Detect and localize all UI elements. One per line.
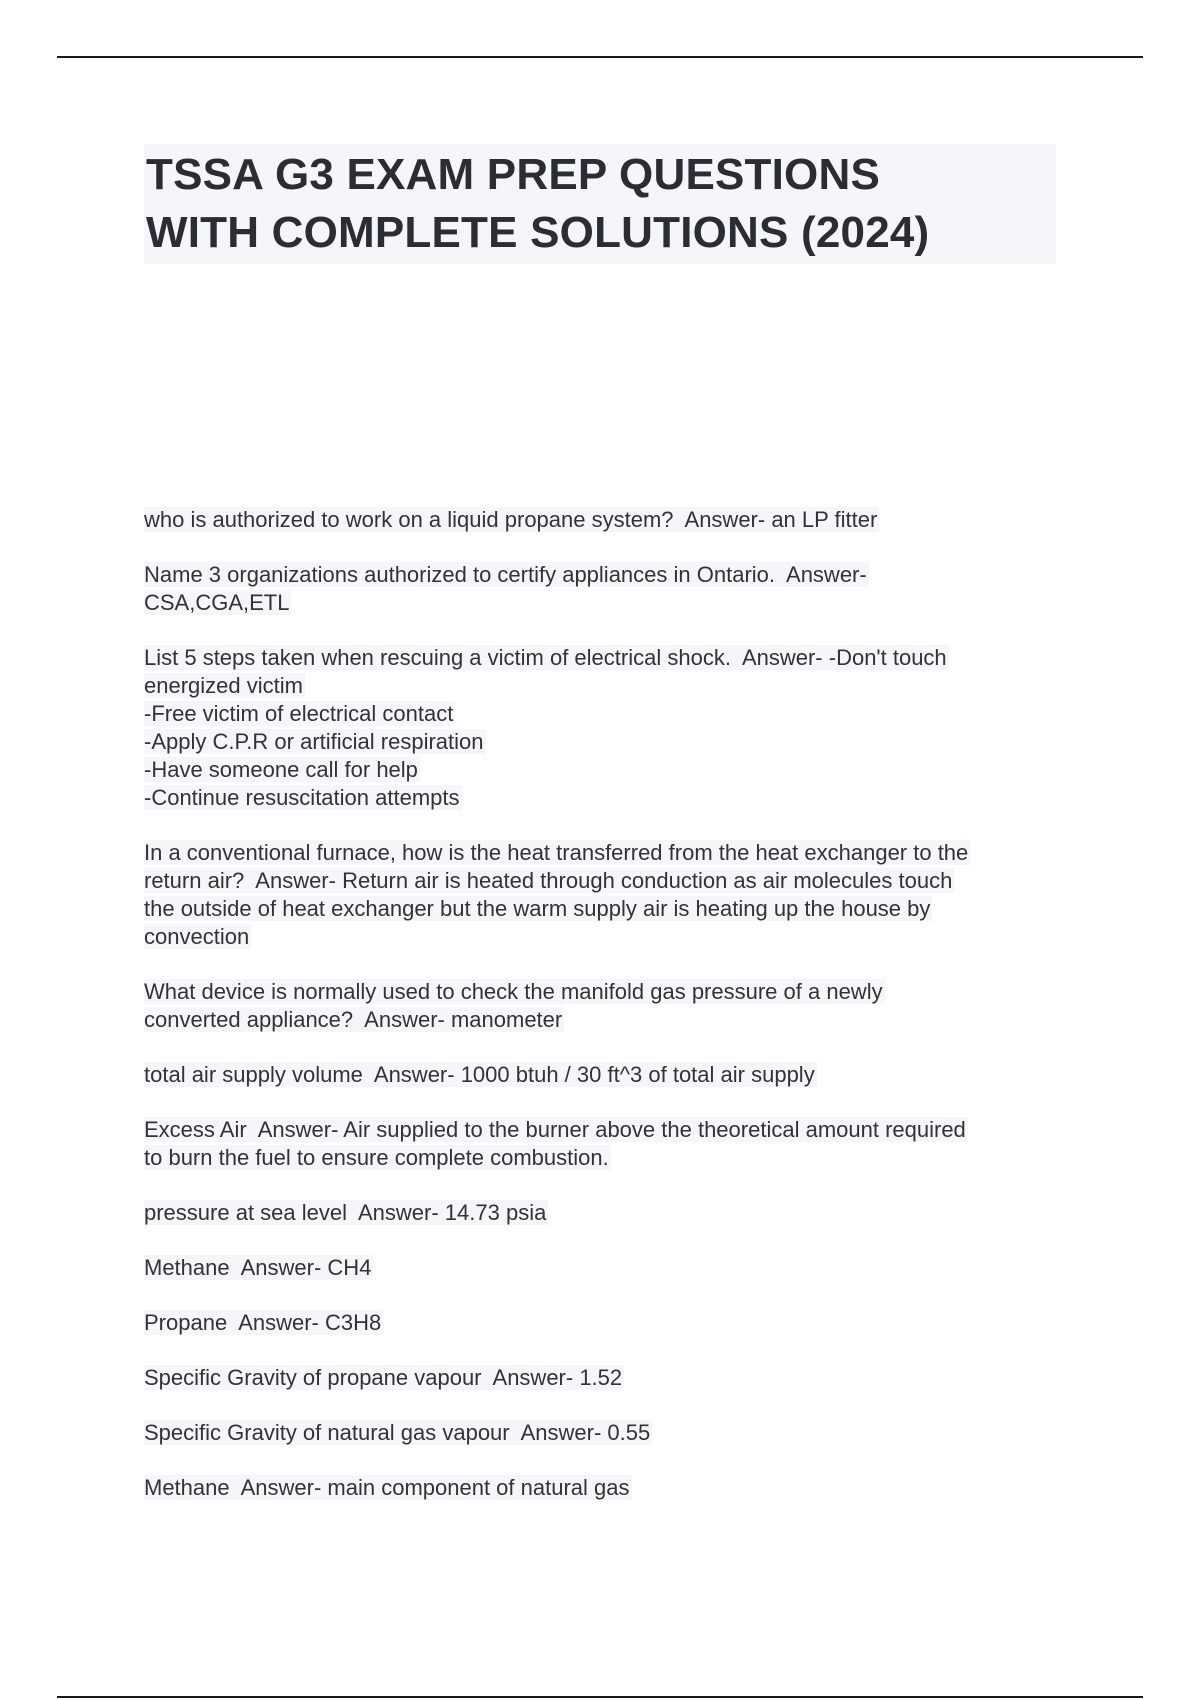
qa-line-text: convection (144, 924, 250, 949)
qa-line-text: In a conventional furnace, how is the heat transferred from the heat exchanger to the (144, 840, 969, 865)
qa-line-text: What device is normally used to check the manifold gas pressure of a newly (144, 979, 883, 1004)
qa-line (144, 1419, 1064, 1447)
qa-item (144, 506, 1064, 534)
top-rule (57, 56, 1143, 58)
qa-line-text: Excess Air Answer- Air supplied to the burner above the theoretical amount required (144, 1117, 966, 1142)
qa-line (144, 923, 1064, 951)
qa-item (144, 1419, 1064, 1447)
qa-line (144, 1116, 1064, 1144)
qa-line-text: CSA,CGA,ETL (144, 590, 290, 615)
title-line-2: WITH COMPLETE SOLUTIONS (2024) (146, 208, 930, 257)
qa-item (144, 978, 1064, 1034)
qa-line-text: -Free victim of electrical contact (144, 701, 454, 726)
qa-line (144, 895, 1064, 923)
qa-line (144, 589, 1064, 617)
qa-line-text: Specific Gravity of natural gas vapour Answer- 0.55 (144, 1420, 651, 1445)
qa-line (144, 672, 1064, 700)
qa-line (144, 728, 1064, 756)
qa-line-text: -Continue resuscitation attempts (144, 785, 460, 810)
qa-line-text: Methane Answer- main component of natural gas (144, 1475, 630, 1500)
qa-line (144, 1254, 1064, 1282)
qa-line (144, 756, 1064, 784)
qa-list (144, 506, 1064, 1529)
qa-line-text: -Have someone call for help (144, 757, 418, 782)
qa-item (144, 644, 1064, 812)
qa-line-text: Name 3 organizations authorized to certify appliances in Ontario. Answer- (144, 562, 867, 587)
qa-line-text: energized victim (144, 673, 303, 698)
qa-item (144, 1254, 1064, 1282)
qa-line-text: the outside of heat exchanger but the warm supply air is heating up the house by (144, 896, 931, 921)
qa-line-text: to burn the fuel to ensure complete combustion. (144, 1145, 609, 1170)
qa-line-text: Propane Answer- C3H8 (144, 1310, 382, 1335)
qa-line-text: who is authorized to work on a liquid propane system? Answer- an LP fitter (144, 507, 878, 532)
qa-line-text: pressure at sea level Answer- 14.73 psia (144, 1200, 547, 1225)
qa-item (144, 839, 1064, 951)
qa-line-text: Specific Gravity of propane vapour Answer- 1.52 (144, 1365, 623, 1390)
qa-item (144, 1474, 1064, 1502)
document-title (144, 144, 1056, 264)
qa-line (144, 644, 1064, 672)
qa-line (144, 561, 1064, 589)
qa-line (144, 700, 1064, 728)
qa-line-text: total air supply volume Answer- 1000 btuh / 30 ft^3 of total air supply (144, 1062, 815, 1087)
qa-line (144, 1474, 1064, 1502)
title-line-1: TSSA G3 EXAM PREP QUESTIONS (146, 150, 880, 199)
qa-line (144, 1364, 1064, 1392)
qa-item (144, 561, 1064, 617)
qa-line (144, 506, 1064, 534)
qa-item (144, 1309, 1064, 1337)
qa-item (144, 1061, 1064, 1089)
qa-item (144, 1199, 1064, 1227)
qa-line (144, 839, 1064, 867)
qa-line (144, 1006, 1064, 1034)
qa-item (144, 1116, 1064, 1172)
qa-line (144, 1144, 1064, 1172)
qa-line (144, 784, 1064, 812)
qa-line (144, 978, 1064, 1006)
qa-line (144, 1309, 1064, 1337)
qa-line-text: return air? Answer- Return air is heated through conduction as air molecules touch (144, 868, 953, 893)
qa-line (144, 1061, 1064, 1089)
qa-line-text: -Apply C.P.R or artificial respiration (144, 729, 484, 754)
qa-line (144, 867, 1064, 895)
qa-line (144, 1199, 1064, 1227)
qa-line-text: converted appliance? Answer- manometer (144, 1007, 563, 1032)
qa-line-text: Methane Answer- CH4 (144, 1255, 372, 1280)
qa-line-text: List 5 steps taken when rescuing a victim of electrical shock. Answer- -Don't touch (144, 645, 947, 670)
bottom-rule (57, 1696, 1143, 1698)
qa-item (144, 1364, 1064, 1392)
